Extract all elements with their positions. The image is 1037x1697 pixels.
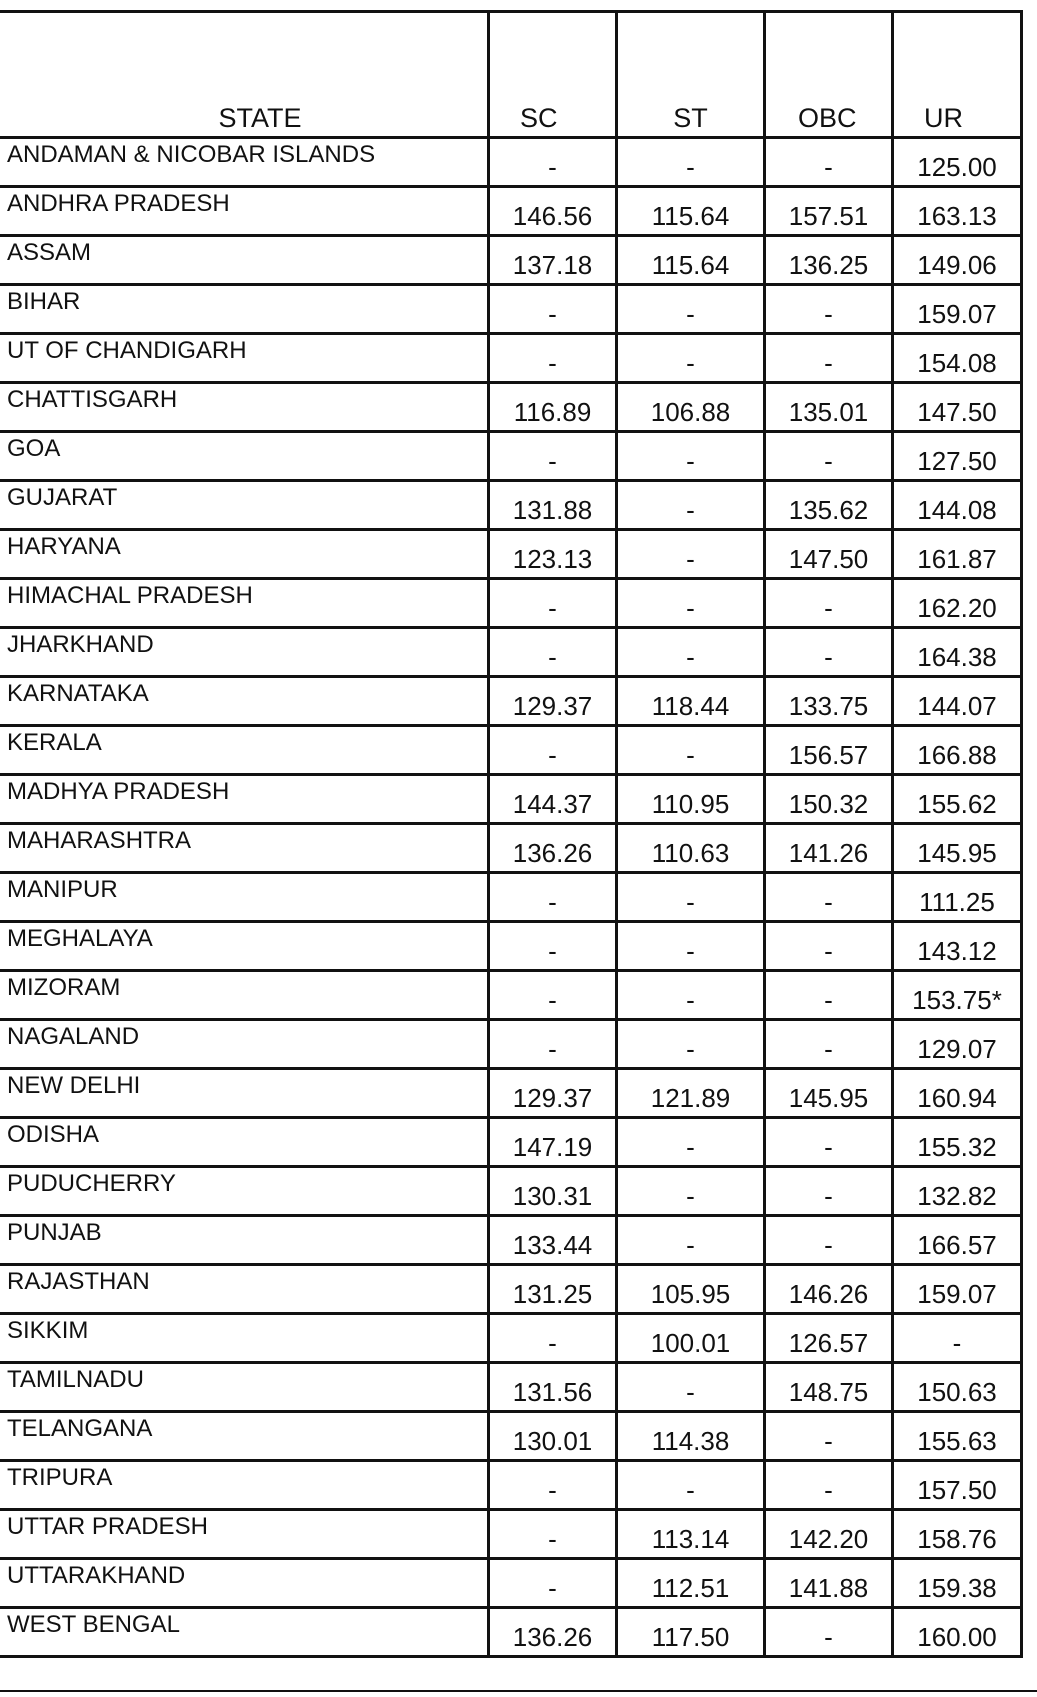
state-cell: ANDAMAN & NICOBAR ISLANDS [0,138,489,187]
obc-cell: - [765,334,893,383]
obc-cell: - [765,1608,893,1657]
ur-cell: 147.50 [893,383,1022,432]
sc-cell: - [489,922,617,971]
st-cell: - [617,579,765,628]
obc-cell: - [765,1118,893,1167]
state-cell: SIKKIM [0,1314,489,1363]
header-ur: UR [893,12,1022,138]
state-cell: BIHAR [0,285,489,334]
obc-cell: 156.57 [765,726,893,775]
state-cell: UTTARAKHAND [0,1559,489,1608]
state-cell: TAMILNADU [0,1363,489,1412]
ur-cell: 144.08 [893,481,1022,530]
sc-cell: 116.89 [489,383,617,432]
sc-cell: - [489,1510,617,1559]
sc-cell: - [489,285,617,334]
table-row [0,873,1022,922]
sc-cell: - [489,873,617,922]
st-cell: - [617,971,765,1020]
header-st: ST [617,12,765,138]
st-cell: 105.95 [617,1265,765,1314]
state-cell: MIZORAM [0,971,489,1020]
table-row [0,579,1022,628]
st-cell: - [617,873,765,922]
st-cell: - [617,1167,765,1216]
obc-cell: 150.32 [765,775,893,824]
ur-cell: 159.07 [893,285,1022,334]
ur-cell: 160.00 [893,1608,1022,1657]
table-row [0,334,1022,383]
table-row [0,726,1022,775]
st-cell: 110.95 [617,775,765,824]
state-cell: ASSAM [0,236,489,285]
obc-cell: - [765,138,893,187]
state-cell: HIMACHAL PRADESH [0,579,489,628]
sc-cell: - [489,138,617,187]
ur-cell: 155.63 [893,1412,1022,1461]
sc-cell: - [489,334,617,383]
obc-cell: - [765,1020,893,1069]
state-cell: MANIPUR [0,873,489,922]
obc-cell: - [765,1412,893,1461]
st-cell: - [617,285,765,334]
ur-cell: 144.07 [893,677,1022,726]
st-cell: - [617,1216,765,1265]
obc-cell: 146.26 [765,1265,893,1314]
obc-cell: 135.62 [765,481,893,530]
st-cell: - [617,334,765,383]
st-cell: - [617,530,765,579]
header-obc: OBC [765,12,893,138]
state-cell: TELANGANA [0,1412,489,1461]
sc-cell: 131.88 [489,481,617,530]
sc-cell: 131.56 [489,1363,617,1412]
sc-cell: 146.56 [489,187,617,236]
ur-cell: 166.88 [893,726,1022,775]
table-row [0,1265,1022,1314]
table-row [0,1559,1022,1608]
obc-cell: - [765,628,893,677]
state-cell: GUJARAT [0,481,489,530]
header-state: STATE [0,12,489,138]
obc-cell: 145.95 [765,1069,893,1118]
ur-cell: 159.38 [893,1559,1022,1608]
st-cell: - [617,138,765,187]
state-cell: NEW DELHI [0,1069,489,1118]
st-cell: 121.89 [617,1069,765,1118]
ur-cell: 162.20 [893,579,1022,628]
ur-cell: 161.87 [893,530,1022,579]
st-cell: 113.14 [617,1510,765,1559]
sc-cell: 137.18 [489,236,617,285]
ur-cell: 163.13 [893,187,1022,236]
state-cell: PUNJAB [0,1216,489,1265]
st-cell: - [617,922,765,971]
obc-cell: 157.51 [765,187,893,236]
st-cell: 112.51 [617,1559,765,1608]
state-cell: HARYANA [0,530,489,579]
sc-cell: 136.26 [489,824,617,873]
obc-cell: 141.26 [765,824,893,873]
state-cell: JHARKHAND [0,628,489,677]
obc-cell: 135.01 [765,383,893,432]
header-sc: SC [489,12,617,138]
st-cell: - [617,481,765,530]
table-row [0,1314,1022,1363]
table-row [0,432,1022,481]
st-cell: - [617,1118,765,1167]
obc-cell: - [765,579,893,628]
state-cell: PUDUCHERRY [0,1167,489,1216]
table-row [0,1461,1022,1510]
sc-cell: 136.26 [489,1608,617,1657]
obc-cell: - [765,1461,893,1510]
st-cell: - [617,628,765,677]
sc-cell: - [489,432,617,481]
sc-cell: 147.19 [489,1118,617,1167]
st-cell: 118.44 [617,677,765,726]
ur-cell: 127.50 [893,432,1022,481]
header-row [0,12,1022,138]
obc-cell: 141.88 [765,1559,893,1608]
st-cell: 106.88 [617,383,765,432]
ur-cell: 155.62 [893,775,1022,824]
st-cell: 117.50 [617,1608,765,1657]
table-row [0,383,1022,432]
sc-cell: - [489,1461,617,1510]
sc-cell: - [489,1020,617,1069]
table-row [0,481,1022,530]
obc-cell: - [765,432,893,481]
table-row [0,1363,1022,1412]
ur-cell: 129.07 [893,1020,1022,1069]
table-row [0,1020,1022,1069]
st-cell: 110.63 [617,824,765,873]
state-cell: KERALA [0,726,489,775]
state-cell: ANDHRA PRADESH [0,187,489,236]
state-cell: MAHARASHTRA [0,824,489,873]
sc-cell: - [489,1559,617,1608]
table-row [0,187,1022,236]
state-cell: UT OF CHANDIGARH [0,334,489,383]
sc-cell: - [489,579,617,628]
st-cell: - [617,726,765,775]
state-cell: UTTAR PRADESH [0,1510,489,1559]
sc-cell: 144.37 [489,775,617,824]
state-cell: MADHYA PRADESH [0,775,489,824]
table-row [0,285,1022,334]
ur-cell: 164.38 [893,628,1022,677]
ur-cell: 154.08 [893,334,1022,383]
ur-cell: 125.00 [893,138,1022,187]
table-row [0,1167,1022,1216]
st-cell: - [617,1020,765,1069]
sc-cell: - [489,1314,617,1363]
state-cell: CHATTISGARH [0,383,489,432]
st-cell: 115.64 [617,236,765,285]
sc-cell: 129.37 [489,1069,617,1118]
ur-cell: - [893,1314,1022,1363]
obc-cell: - [765,873,893,922]
table-row [0,138,1022,187]
obc-cell: 147.50 [765,530,893,579]
sc-cell: - [489,726,617,775]
table-row [0,1608,1022,1657]
ur-cell: 150.63 [893,1363,1022,1412]
spreadsheet [0,10,1037,1658]
ur-cell: 145.95 [893,824,1022,873]
sc-cell: 131.25 [489,1265,617,1314]
st-cell: 100.01 [617,1314,765,1363]
table-row [0,775,1022,824]
table-row [0,1216,1022,1265]
sc-cell: 123.13 [489,530,617,579]
sc-cell: 129.37 [489,677,617,726]
obc-cell: 136.25 [765,236,893,285]
sc-cell: 130.31 [489,1167,617,1216]
state-cell: RAJASTHAN [0,1265,489,1314]
table-row [0,1069,1022,1118]
st-cell: - [617,1461,765,1510]
obc-cell: - [765,1167,893,1216]
ur-cell: 160.94 [893,1069,1022,1118]
state-cell: KARNATAKA [0,677,489,726]
bottom-border [0,1690,1037,1692]
sc-cell: 133.44 [489,1216,617,1265]
ur-cell: 166.57 [893,1216,1022,1265]
table-row [0,1118,1022,1167]
table-row [0,236,1022,285]
obc-cell: 126.57 [765,1314,893,1363]
ur-cell: 143.12 [893,922,1022,971]
sc-cell: 130.01 [489,1412,617,1461]
table-body [0,138,1022,1657]
obc-cell: 142.20 [765,1510,893,1559]
ur-cell: 157.50 [893,1461,1022,1510]
st-cell: - [617,1363,765,1412]
obc-cell: - [765,971,893,1020]
sc-cell: - [489,628,617,677]
state-cell: NAGALAND [0,1020,489,1069]
state-cell: TRIPURA [0,1461,489,1510]
state-cell: WEST BENGAL [0,1608,489,1657]
ur-cell: 132.82 [893,1167,1022,1216]
obc-cell: 133.75 [765,677,893,726]
ur-cell: 155.32 [893,1118,1022,1167]
table-row [0,1412,1022,1461]
ur-cell: 159.07 [893,1265,1022,1314]
st-cell: 115.64 [617,187,765,236]
ur-cell: 153.75* [893,971,1022,1020]
obc-cell: - [765,1216,893,1265]
ur-cell: 158.76 [893,1510,1022,1559]
obc-cell: - [765,285,893,334]
table-row [0,530,1022,579]
sc-cell: - [489,971,617,1020]
table-row [0,971,1022,1020]
table-row [0,922,1022,971]
obc-cell: - [765,922,893,971]
state-cell: ODISHA [0,1118,489,1167]
state-cell: MEGHALAYA [0,922,489,971]
table-row [0,824,1022,873]
obc-cell: 148.75 [765,1363,893,1412]
st-cell: 114.38 [617,1412,765,1461]
table-row [0,1510,1022,1559]
ur-cell: 149.06 [893,236,1022,285]
table-row [0,677,1022,726]
st-cell: - [617,432,765,481]
table-row [0,628,1022,677]
ur-cell: 111.25 [893,873,1022,922]
state-cutoff-table [0,10,1023,1658]
state-cell: GOA [0,432,489,481]
